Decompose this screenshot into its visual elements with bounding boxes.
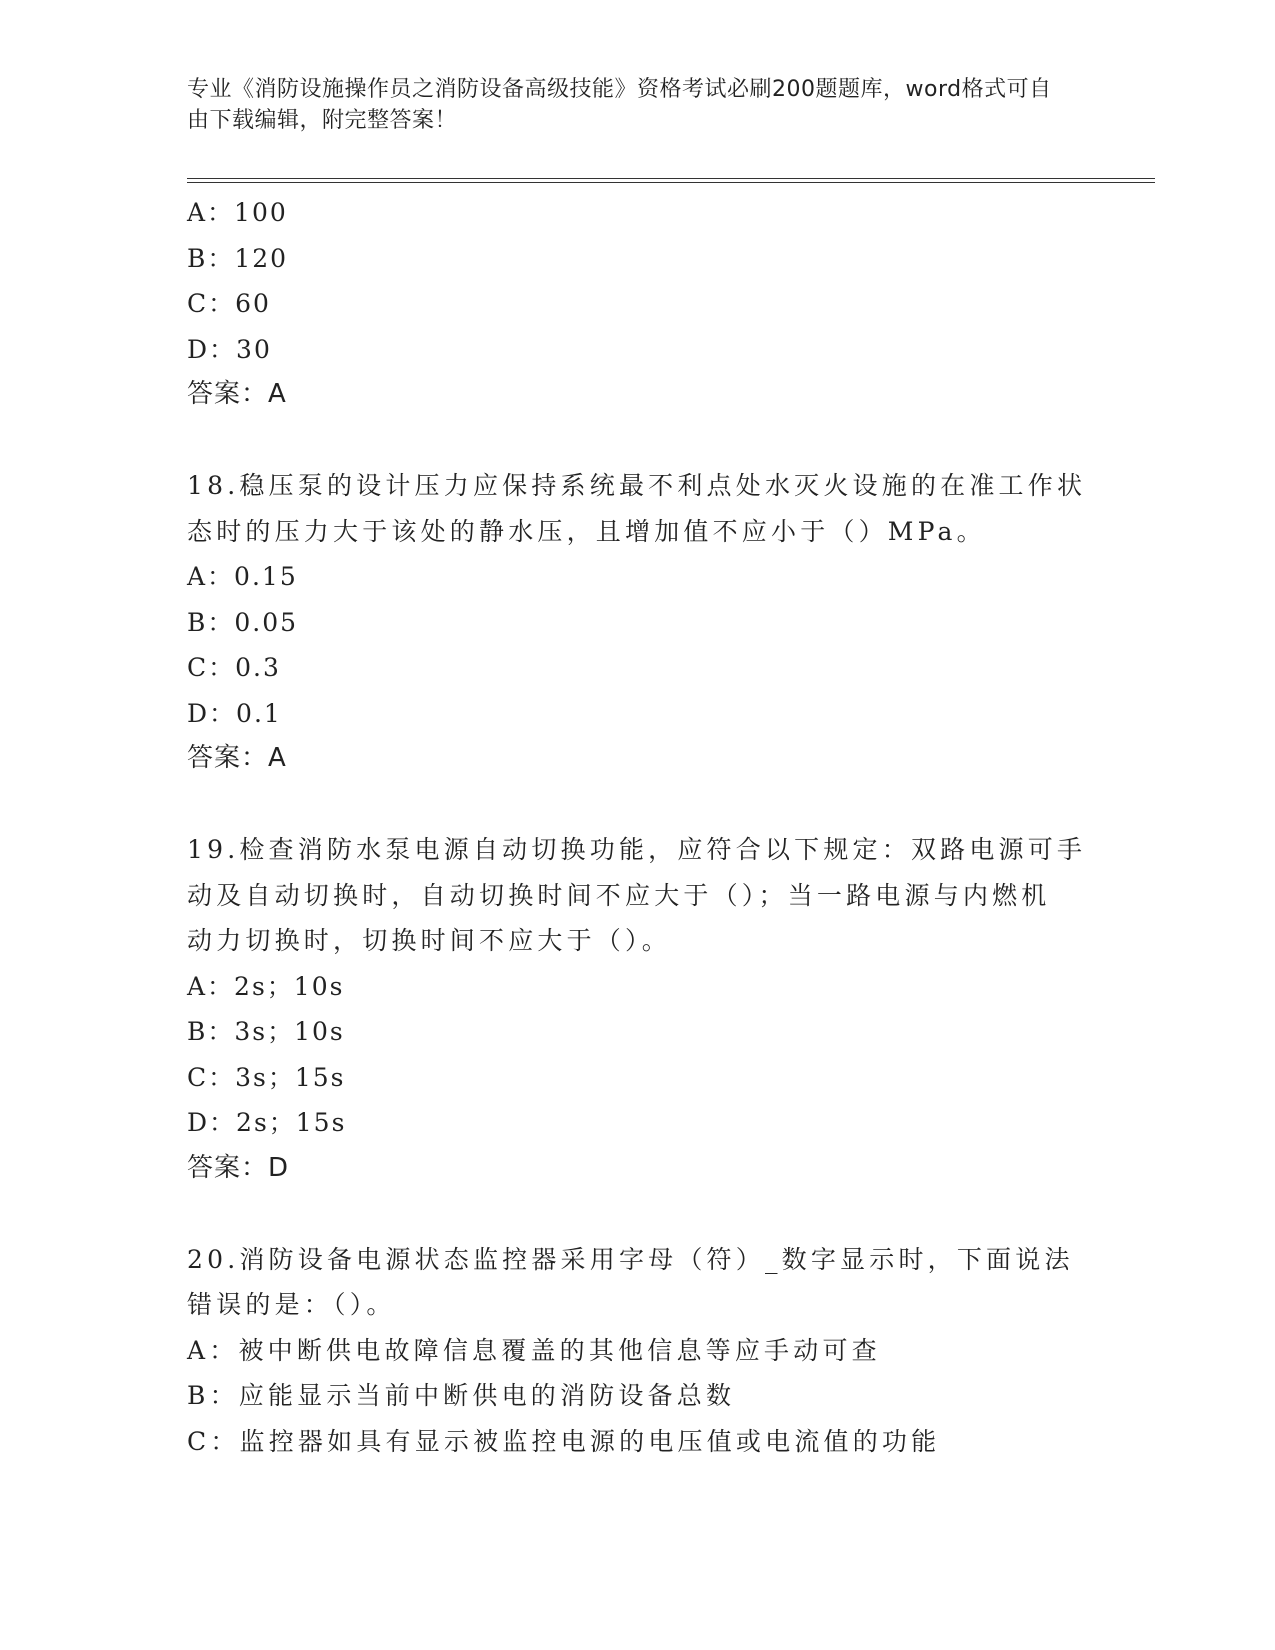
spacer xyxy=(187,1191,1087,1237)
question-stem-line: 动力切换时，切换时间不应大于（）。 xyxy=(187,926,671,955)
header-divider-top xyxy=(187,178,1155,179)
header-divider-bottom xyxy=(187,182,1155,183)
question-stem-line: 20.消防设备电源状态监控器采用字母（符）_数字显示时，下面说法 xyxy=(187,1244,1074,1274)
option-b: B：3s；10s xyxy=(187,1017,345,1046)
option-a: A：2s；10s xyxy=(187,971,345,1001)
header-title: 专业《消防设施操作员之消防设备高级技能》资格考试必刷200题题库，word格式可自由下载编辑，附完整答案！ xyxy=(187,77,1052,133)
option-b: B：120 xyxy=(187,243,289,273)
question-18 xyxy=(187,463,1087,782)
option-d: D：0.1 xyxy=(187,698,282,728)
spacer xyxy=(187,782,1087,828)
option-d: D：2s；15s xyxy=(187,1108,347,1137)
answer-line: 答案：A xyxy=(187,379,287,409)
question-stem-line: 态时的压力大于该处的静水压，且增加值不应小于（）MPa。 xyxy=(187,516,986,546)
question-list xyxy=(187,190,1087,1464)
question-stem-line: 19.检查消防水泵电源自动切换功能，应符合以下规定：双路电源可手 xyxy=(187,835,1087,864)
answer-line: 答案：D xyxy=(187,1152,290,1183)
option-a: A：0.15 xyxy=(187,562,298,591)
option-b: B：应能显示当前中断供电的消防设备总数 xyxy=(187,1381,736,1410)
question-19 xyxy=(187,827,1087,1191)
question-17-continued xyxy=(187,190,1087,418)
option-c: C：监控器如具有显示被监控电源的电压值或电流值的功能 xyxy=(187,1426,941,1456)
spacer xyxy=(187,418,1087,464)
option-c: C：60 xyxy=(187,289,271,318)
question-20 xyxy=(187,1237,1087,1465)
option-c: C：3s；15s xyxy=(187,1062,346,1092)
question-stem-line: 错误的是：（）。 xyxy=(187,1290,396,1319)
option-c: C：0.3 xyxy=(187,653,281,682)
option-a: A：100 xyxy=(187,198,288,227)
option-d: D：30 xyxy=(187,334,272,364)
answer-line: 答案：A xyxy=(187,743,287,773)
option-b: B：0.05 xyxy=(187,607,299,637)
question-stem-line: 18.稳压泵的设计压力应保持系统最不利点处水灭火设施的在准工作状 xyxy=(187,471,1087,500)
document-header xyxy=(187,74,1067,136)
question-stem-line: 动及自动切换时，自动切换时间不应大于（）；当一路电源与内燃机 xyxy=(187,880,1051,910)
option-a: A：被中断供电故障信息覆盖的其他信息等应手动可查 xyxy=(187,1335,881,1365)
